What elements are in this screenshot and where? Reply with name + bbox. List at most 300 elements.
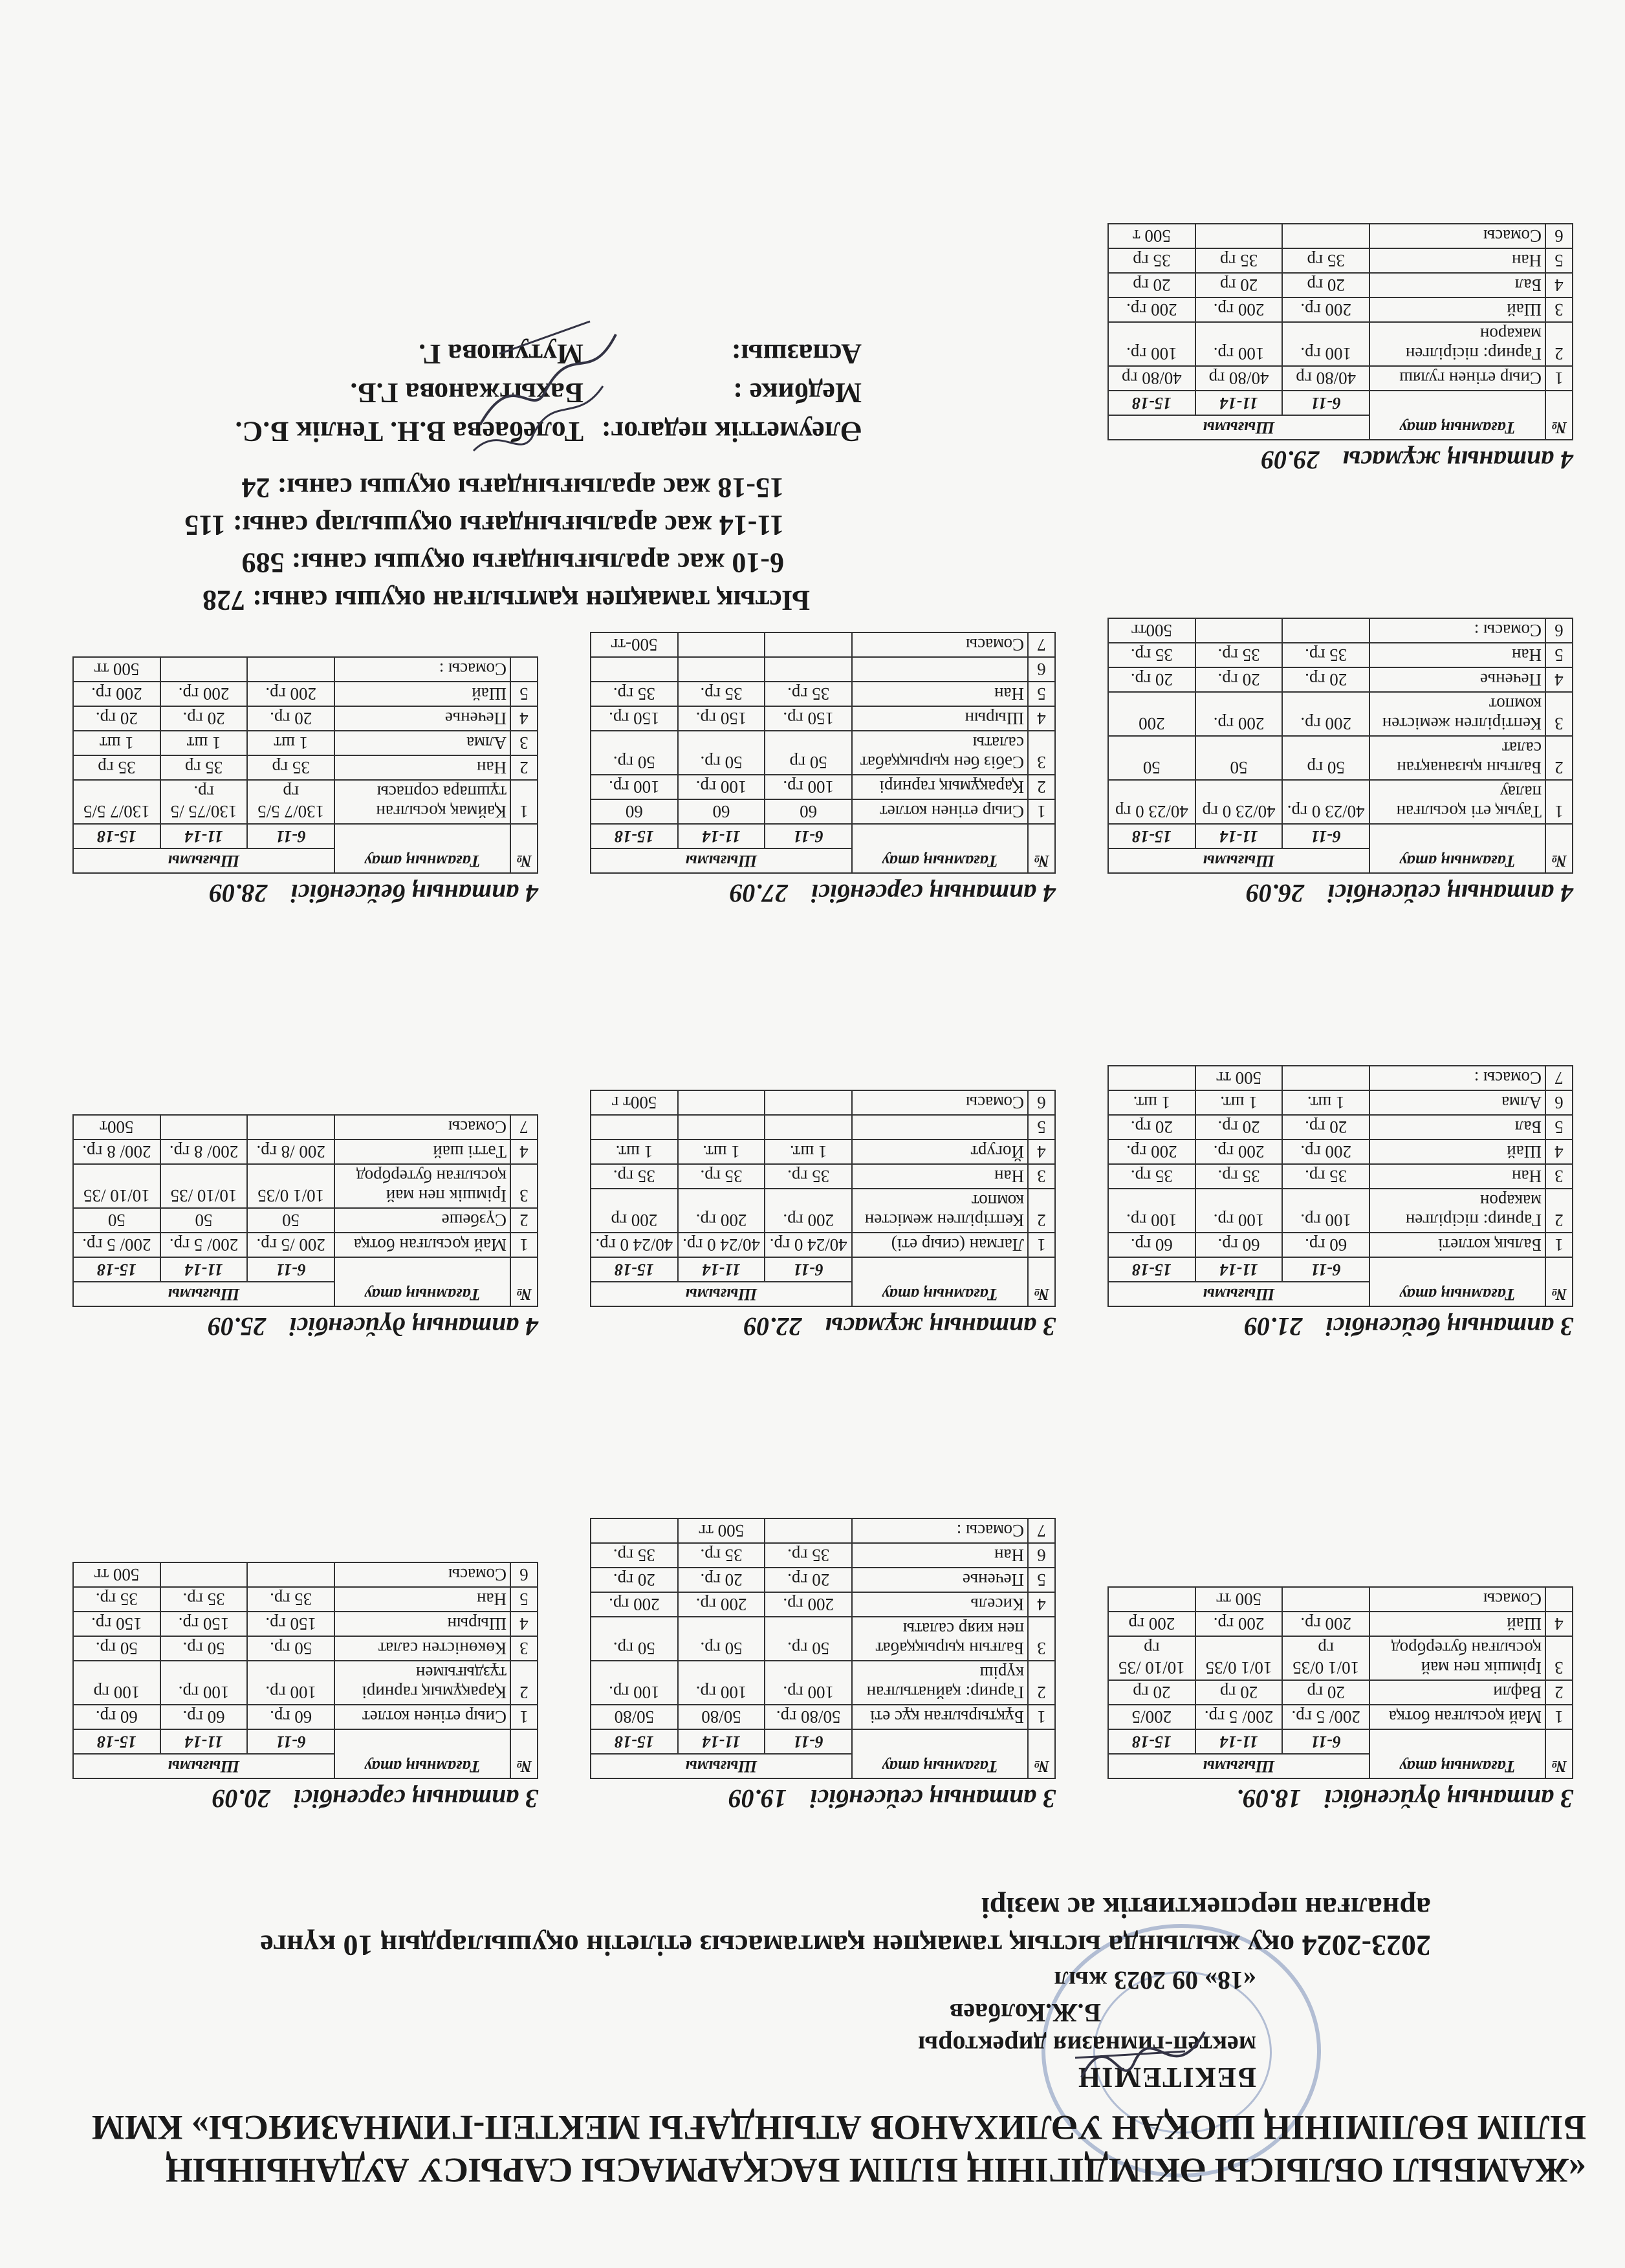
dish-name: Кептірілген жемістен компот xyxy=(1369,692,1545,736)
portion-value: 35 гр xyxy=(160,755,248,780)
col-age: 15-18 xyxy=(1108,824,1195,848)
portion-value: 35 гр xyxy=(73,755,160,780)
row-number: 5 xyxy=(1545,643,1573,667)
portion-value: 200 гр. xyxy=(160,682,248,706)
table-row xyxy=(591,1115,1055,1139)
day-date: 25.09 xyxy=(208,1312,267,1341)
portion-value xyxy=(247,1562,334,1587)
col-age: 6-11 xyxy=(765,1729,852,1754)
portion-value: 50 гр. xyxy=(678,1617,765,1661)
dish-name: Лагман (сиыр еті) xyxy=(852,1233,1028,1257)
table-row xyxy=(1108,1680,1573,1705)
dish-name: Бал xyxy=(1369,1115,1545,1139)
portion-value: 35 гр. xyxy=(1282,643,1369,667)
col-age: 15-18 xyxy=(1108,391,1195,415)
menu-table xyxy=(1107,1586,1573,1779)
portion-value: 35 гр. xyxy=(678,1543,765,1568)
col-age: 11-14 xyxy=(1195,1257,1283,1282)
signature-name: Бахытжанова Г.Б. xyxy=(350,377,583,409)
portion-value: 35 гр. xyxy=(1282,1164,1369,1189)
col-age: 11-14 xyxy=(678,1257,765,1282)
row-number: 2 xyxy=(510,1208,538,1233)
table-row xyxy=(1108,1066,1573,1090)
portion-value: 50 гр. xyxy=(591,1617,678,1661)
handwritten-signatures xyxy=(461,308,629,464)
menu-table xyxy=(1107,223,1573,440)
dish-name: Көкөністен салат xyxy=(334,1636,510,1661)
col-age: 15-18 xyxy=(591,824,678,848)
row-number: 1 xyxy=(1028,1233,1055,1257)
portion-value: 150 гр. xyxy=(591,706,678,731)
header-row xyxy=(1108,848,1573,873)
col-portions: Шығымы xyxy=(1108,848,1369,873)
portion-value: 20 гр. xyxy=(160,706,248,731)
row-number: 4 xyxy=(1028,706,1055,731)
portion-value: 1 шт xyxy=(73,731,160,755)
portion-value: 50 гр. xyxy=(73,1636,160,1661)
col-no: № xyxy=(1545,824,1573,873)
table-row xyxy=(591,1090,1055,1115)
portion-value: 50/80 xyxy=(591,1705,678,1729)
portion-value: 10/10 /35 гр xyxy=(1108,1636,1195,1680)
portion-value: 100 гр. xyxy=(1282,1189,1369,1233)
row-number: 3 xyxy=(1028,731,1055,775)
subtitle-line2: арналған перспективтік ас мәзірі xyxy=(981,1892,1431,1925)
row-number: 5 xyxy=(1028,682,1055,706)
col-age: 15-18 xyxy=(73,824,160,848)
row-number: 7 xyxy=(510,1115,538,1139)
col-age: 11-14 xyxy=(1195,824,1283,848)
col-age: 6-11 xyxy=(765,1257,852,1282)
portion-value: 100 гр. xyxy=(160,1661,248,1705)
portion-value xyxy=(1108,1066,1195,1090)
portion-value: 20 гр. xyxy=(1282,1115,1369,1139)
portion-value: 500 тг xyxy=(1195,1587,1283,1612)
col-no: № xyxy=(510,1729,538,1778)
portion-value xyxy=(160,1562,248,1587)
table-row xyxy=(1108,1164,1573,1189)
dish-name: Гарнир: пісірілген макарон xyxy=(1369,1189,1545,1233)
dish-name: Тәтті шай xyxy=(334,1139,510,1164)
table-row xyxy=(1108,618,1573,643)
portion-value: 35 гр. xyxy=(1108,643,1195,667)
portion-value: 60 xyxy=(591,799,678,824)
dish-name: Кисель xyxy=(852,1592,1028,1617)
col-age: 11-14 xyxy=(678,1729,765,1754)
header-row xyxy=(591,1282,1055,1306)
org-header-line1: «ЖАМБЫЛ ОБЛЫСЫ ӘКІМДІГІНІҢ БІЛІМ БАСҚАРМАСЫ САРЫСУ АУДАНЫНЫҢ xyxy=(165,2151,1586,2190)
director-signature xyxy=(1062,2006,1211,2103)
row-number xyxy=(1545,1587,1573,1612)
portion-value: 500 тг xyxy=(73,657,160,682)
portion-value xyxy=(247,657,334,682)
dish-name: Нан xyxy=(1369,248,1545,273)
col-portions: Шығымы xyxy=(591,1754,852,1778)
dish-name: Сиыр етінен гуляш xyxy=(1369,366,1545,391)
col-name: Тағамның атау xyxy=(334,1257,510,1306)
portion-value: 20 гр. xyxy=(1108,667,1195,692)
header-row xyxy=(1108,1282,1573,1306)
portion-value: 500 тг xyxy=(73,1562,160,1587)
row-number: 6 xyxy=(1545,618,1573,643)
dish-name: Печенье xyxy=(334,706,510,731)
table-row xyxy=(1108,1612,1573,1636)
table-row xyxy=(73,1115,538,1139)
day-date: 27.09 xyxy=(729,879,788,908)
portion-value xyxy=(765,1090,852,1115)
table-row xyxy=(591,1661,1055,1705)
day-title xyxy=(1107,1779,1573,1815)
dish-name: Сомасы : xyxy=(1369,1066,1545,1090)
portion-value: 35 гр. xyxy=(765,682,852,706)
portion-value: 50 гр. xyxy=(160,1636,248,1661)
row-number: 2 xyxy=(510,1661,538,1705)
dish-name: Сомасы xyxy=(852,1090,1028,1115)
signature-name: Толебаева В.Н. Тенлік Б.С. xyxy=(235,416,583,448)
dish-name: Сомасы : xyxy=(334,657,510,682)
portion-value: 1 шт. xyxy=(1282,1090,1369,1115)
row-number: 4 xyxy=(510,706,538,731)
row-number: 2 xyxy=(1028,775,1055,799)
portion-value: 1 шт. xyxy=(678,1139,765,1164)
dish-name: Сомасы xyxy=(334,1562,510,1587)
portion-value: 500-тг xyxy=(591,632,678,657)
row-number: 3 xyxy=(1545,692,1573,736)
day-name: 4 аптаның дүйсенбісі xyxy=(289,1312,538,1341)
portion-value: 1 шт. xyxy=(1108,1090,1195,1115)
row-number: 4 xyxy=(1545,273,1573,297)
dish-name: Нан xyxy=(852,1164,1028,1189)
dish-name: Бұқтырылған құс еті xyxy=(852,1705,1028,1729)
student-stats xyxy=(34,469,810,619)
portion-value xyxy=(1108,1587,1195,1612)
dish-name: Сүзбеше xyxy=(334,1208,510,1233)
row-number: 1 xyxy=(510,780,538,824)
col-age: 15-18 xyxy=(1108,1257,1195,1282)
table-row xyxy=(73,780,538,824)
portion-value: 200 гр. xyxy=(1282,692,1369,736)
table-row xyxy=(591,1139,1055,1164)
portion-value: 20 гр. xyxy=(1195,667,1283,692)
table-row xyxy=(591,799,1055,824)
row-number: 7 xyxy=(1545,1066,1573,1090)
col-no: № xyxy=(1028,1257,1055,1306)
portion-value: 500т xyxy=(73,1115,160,1139)
table-row xyxy=(591,1189,1055,1233)
row-number: 3 xyxy=(1028,1164,1055,1189)
day-title xyxy=(72,874,538,910)
dish-name: Йогурт xyxy=(852,1139,1028,1164)
row-number: 5 xyxy=(1545,248,1573,273)
row-number: 2 xyxy=(1545,1189,1573,1233)
portion-value: 100 гр. xyxy=(765,775,852,799)
portion-value: 200 гр. xyxy=(1108,297,1195,322)
table-row xyxy=(73,1587,538,1612)
row-number: 6 xyxy=(1545,224,1573,248)
portion-value: 200/ 5 гр. xyxy=(1282,1705,1369,1729)
portion-value: 40/23 0 гр. xyxy=(1282,780,1369,824)
header-row xyxy=(73,848,538,873)
col-portions: Шығымы xyxy=(1108,415,1369,440)
portion-value: 200 /8 гр. xyxy=(247,1139,334,1164)
portion-value: 100 гр. xyxy=(1195,1189,1283,1233)
row-number: 1 xyxy=(510,1705,538,1729)
header-row xyxy=(1108,1754,1573,1778)
row-number: 3 xyxy=(1545,1164,1573,1189)
day-menu xyxy=(72,1562,538,1815)
table-row xyxy=(1108,1090,1573,1115)
portion-value: 200 гр. xyxy=(1282,1612,1369,1636)
row-number: 1 xyxy=(510,1233,538,1257)
col-portions: Шығымы xyxy=(1108,1282,1369,1306)
portion-value: 60 xyxy=(678,799,765,824)
col-portions: Шығымы xyxy=(73,1282,334,1306)
portion-value: 35 гр. xyxy=(160,1587,248,1612)
portion-value: 60 гр. xyxy=(247,1705,334,1729)
portion-value: 200 xyxy=(1108,692,1195,736)
day-menu xyxy=(590,632,1056,910)
portion-value: 20 гр. xyxy=(591,1568,678,1592)
col-portions: Шығымы xyxy=(591,1282,852,1306)
dish-name: Нан xyxy=(334,1587,510,1612)
header-row xyxy=(73,1282,538,1306)
table-row xyxy=(1108,366,1573,391)
portion-value: 200/5 xyxy=(1108,1705,1195,1729)
table-row xyxy=(591,1543,1055,1568)
table-row xyxy=(591,1164,1055,1189)
portion-value: 60 гр. xyxy=(73,1705,160,1729)
dish-name: Шай xyxy=(1369,297,1545,322)
row-number: 4 xyxy=(1028,1592,1055,1617)
dish-name: Сомасы : xyxy=(852,1518,1028,1543)
portion-value xyxy=(591,1115,678,1139)
dish-name: Гарнир: қайнатылған күріш xyxy=(852,1661,1028,1705)
menu-table xyxy=(590,632,1056,874)
portion-value: 40/23 0 гр xyxy=(1108,780,1195,824)
table-row xyxy=(591,657,1055,682)
row-number: 1 xyxy=(1028,1705,1055,1729)
row-number: 1 xyxy=(1545,366,1573,391)
portion-value: 500тг xyxy=(1108,618,1195,643)
signatures-block xyxy=(53,334,862,451)
day-menu xyxy=(590,1090,1056,1343)
stats-age1: 6-10 жас аралығындағы оқушы саны: 589 xyxy=(241,547,784,579)
dish-name: Сәбіз бен қырыққабат салаты xyxy=(852,731,1028,775)
portion-value: 35 гр. xyxy=(591,1543,678,1568)
signature-row xyxy=(53,373,862,412)
portion-value: 60 xyxy=(765,799,852,824)
dish-name: Нан xyxy=(334,755,510,780)
day-name: 3 аптаның жұмасы xyxy=(825,1312,1056,1341)
table-row xyxy=(73,1139,538,1164)
row-number: 1 xyxy=(1545,1705,1573,1729)
table-row xyxy=(73,1705,538,1729)
col-age: 6-11 xyxy=(247,824,334,848)
portion-value xyxy=(678,1115,765,1139)
menu-table xyxy=(72,1562,538,1779)
dish-name: Тауық еті қосылған палау xyxy=(1369,780,1545,824)
portion-value xyxy=(1282,1587,1369,1612)
signature-name: Мутушова Г. xyxy=(419,338,583,370)
dish-name: Алма xyxy=(334,731,510,755)
day-name: 4 аптаның сейсенбісі xyxy=(1327,879,1573,908)
portion-value: 200 гр xyxy=(1108,1612,1195,1636)
col-age: 15-18 xyxy=(591,1729,678,1754)
portion-value: 500т г xyxy=(591,1090,678,1115)
row-number: 2 xyxy=(510,755,538,780)
portion-value: 35 гр. xyxy=(73,1587,160,1612)
portion-value: 40/24 0 гр. xyxy=(591,1233,678,1257)
stats-age2: 11-14 жас аралығындағы оқушылар саны: 115 xyxy=(184,510,784,541)
portion-value xyxy=(1282,618,1369,643)
org-header-line2: БІЛІМ БӨЛІМІНІҢ ШОҚАН УӘЛИХАНОВ АТЫНДАҒЫ МЕКТЕП-ГИМНАЗИЯСЫ» КММ xyxy=(91,2108,1586,2147)
portion-value: 200 гр. xyxy=(1195,692,1283,736)
portion-value: 100 гр. xyxy=(1108,1189,1195,1233)
col-portions: Шығымы xyxy=(591,848,852,873)
col-age: 15-18 xyxy=(1108,1729,1195,1754)
portion-value: 100 гр. xyxy=(247,1661,334,1705)
table-row xyxy=(1108,1233,1573,1257)
portion-value: 200 гр. xyxy=(765,1189,852,1233)
col-portions: Шығымы xyxy=(1108,1754,1369,1778)
row-number: 6 xyxy=(1028,1090,1055,1115)
portion-value: 200 гр. xyxy=(1282,297,1369,322)
menu-table xyxy=(72,656,538,874)
row-number: 4 xyxy=(1545,1139,1573,1164)
portion-value: 100 гр. xyxy=(1195,322,1283,366)
col-age: 11-14 xyxy=(1195,391,1283,415)
day-title xyxy=(590,1307,1056,1343)
col-name: Тағамның атау xyxy=(852,824,1028,873)
table-row xyxy=(1108,692,1573,736)
day-menu xyxy=(1107,1065,1573,1343)
dish-name: Сомасы xyxy=(334,1115,510,1139)
dish-name: Май қосылған ботқа xyxy=(1369,1705,1545,1729)
portion-value: 60 гр. xyxy=(160,1705,248,1729)
table-row xyxy=(1108,273,1573,297)
col-name: Тағамның атау xyxy=(1369,1729,1545,1778)
row-number: 6 xyxy=(510,1562,538,1587)
portion-value xyxy=(765,1518,852,1543)
row-number: 5 xyxy=(510,682,538,706)
table-row xyxy=(73,657,538,682)
stats-age3: 15-18 жас аралығындағы оқушы саны: 24 xyxy=(241,472,784,504)
portion-value: 100 гр. xyxy=(591,1661,678,1705)
dish-name: Қаймақ қосылған тұшпара сорпасы xyxy=(334,780,510,824)
portion-value: 1 шт. xyxy=(1195,1090,1283,1115)
day-name: 3 аптаның сейсенбісі xyxy=(810,1784,1056,1813)
portion-value xyxy=(1195,618,1283,643)
col-age: 6-11 xyxy=(247,1729,334,1754)
col-age: 11-14 xyxy=(160,1257,248,1282)
portion-value: 20 гр xyxy=(1108,273,1195,297)
portion-value: 100 гр. xyxy=(678,775,765,799)
portion-value: 35 гр. xyxy=(765,1164,852,1189)
day-title xyxy=(72,1779,538,1815)
portion-value: 150 гр. xyxy=(247,1612,334,1636)
portion-value: 35 гр. xyxy=(765,1543,852,1568)
col-age: 6-11 xyxy=(1282,824,1369,848)
portion-value: 200 гр. xyxy=(1282,1139,1369,1164)
dish-name: Сомасы xyxy=(852,632,1028,657)
day-name: 3 аптаның дүйсенбісі xyxy=(1324,1784,1573,1813)
table-row xyxy=(1108,1587,1573,1612)
portion-value: 50 гр. xyxy=(765,1617,852,1661)
row-number: 5 xyxy=(1028,1568,1055,1592)
portion-value: 200 /5 гр. xyxy=(247,1233,334,1257)
portion-value: 60 гр. xyxy=(1282,1233,1369,1257)
portion-value xyxy=(591,1518,678,1543)
portion-value: 20 гр xyxy=(1108,1680,1195,1705)
table-row xyxy=(73,706,538,731)
table-row xyxy=(73,1208,538,1233)
table-row xyxy=(1108,667,1573,692)
col-no: № xyxy=(510,824,538,873)
row-number: 7 xyxy=(1028,632,1055,657)
day-menu xyxy=(590,1518,1056,1815)
portion-value: 35 гр xyxy=(1108,248,1195,273)
table-row xyxy=(73,755,538,780)
row-number: 3 xyxy=(510,731,538,755)
col-no: № xyxy=(1545,1729,1573,1778)
dish-name: Нан xyxy=(1369,1164,1545,1189)
signature-role: Аспазшы: xyxy=(731,338,862,370)
portion-value: 35 гр xyxy=(1282,248,1369,273)
portion-value: 20 гр xyxy=(1195,1680,1283,1705)
row-number: 2 xyxy=(1028,1661,1055,1705)
header-row xyxy=(591,1754,1055,1778)
dish-name: Сиыр етінен котлет xyxy=(852,799,1028,824)
portion-value xyxy=(678,632,765,657)
day-title xyxy=(1107,440,1573,477)
portion-value: 10/1 0/35 гр xyxy=(1282,1636,1369,1680)
portion-value: 50 xyxy=(247,1208,334,1233)
portion-value xyxy=(1195,224,1283,248)
table-row xyxy=(73,731,538,755)
portion-value: 10/1 0/35 xyxy=(1195,1636,1283,1680)
row-number: 5 xyxy=(1545,1115,1573,1139)
table-row xyxy=(591,1617,1055,1661)
day-date: 22.09 xyxy=(743,1312,802,1341)
col-age: 15-18 xyxy=(591,1257,678,1282)
portion-value: 40/80 гр xyxy=(1108,366,1195,391)
day-name: 3 аптаның сәрсенбісі xyxy=(293,1784,538,1813)
portion-value: 200/ 5 гр. xyxy=(160,1233,248,1257)
signature-row xyxy=(53,412,862,451)
portion-value: 500 т xyxy=(1108,224,1195,248)
dish-name: Печенье xyxy=(1369,667,1545,692)
col-age: 6-11 xyxy=(247,1257,334,1282)
dish-name: Ірімшік пен май қосылған бутерброд xyxy=(334,1164,510,1208)
col-age: 15-18 xyxy=(73,1729,160,1754)
dish-name: Сомасы xyxy=(1369,1587,1545,1612)
portion-value: 100 гр. xyxy=(678,1661,765,1705)
col-no: № xyxy=(1545,1257,1573,1306)
portion-value: 40/80 гр xyxy=(1282,366,1369,391)
portion-value: 200 гр. xyxy=(1195,1139,1283,1164)
portion-value: 100 гр. xyxy=(1108,322,1195,366)
portion-value: 130/7 5/5 гр xyxy=(247,780,334,824)
col-age: 11-14 xyxy=(678,824,765,848)
col-no: № xyxy=(510,1257,538,1306)
portion-value: 20 гр xyxy=(1195,273,1283,297)
row-number: 5 xyxy=(510,1587,538,1612)
row-number: 4 xyxy=(510,1612,538,1636)
row-number: 7 xyxy=(1028,1518,1055,1543)
col-no: № xyxy=(1028,1729,1055,1778)
portion-value: 200 гр. xyxy=(247,682,334,706)
dish-name: Балық котлеті xyxy=(1369,1233,1545,1257)
